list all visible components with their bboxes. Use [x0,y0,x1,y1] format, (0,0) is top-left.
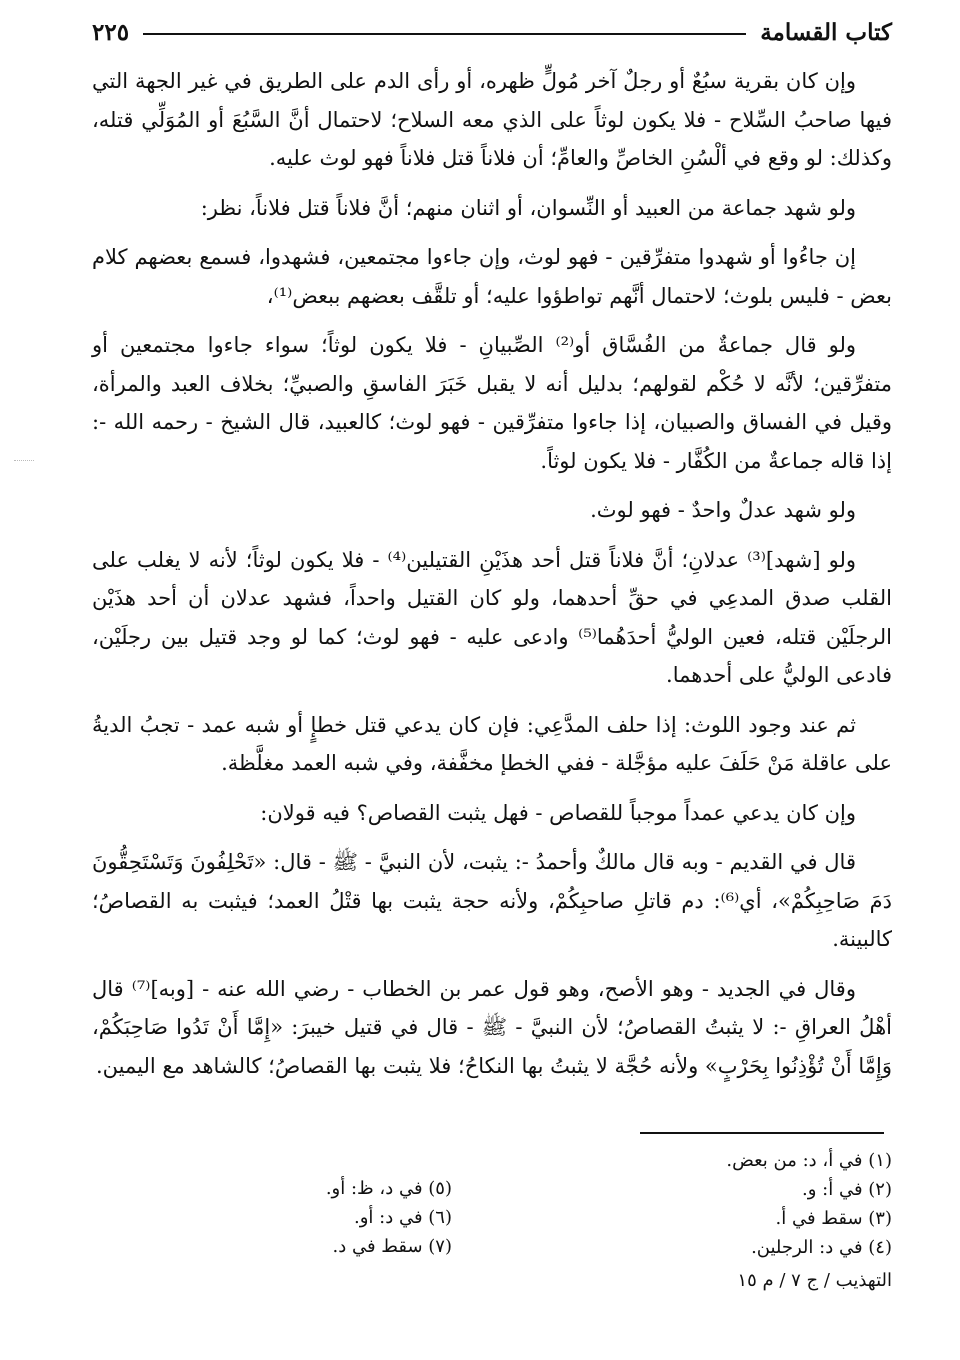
footnotes-right-column [532,1146,892,1262]
running-title: كتاب القسامة [760,18,892,46]
paragraph: ولو قال جماعةٌ من الفُسَّاق أو⁽²⁾ الصِّبيانِ - فلا يكون لوثاً؛ سواء جاءوا مجتمعين أو متفرِّقين؛ لأنَّه لا حُكْم لقولهم؛ بدليل أنه لا يقبل خَبَرَ الفاسقِ والصبيِّ؛ بخلاف العبد والمرأة، وقيل في الفساق والصبيان، إذا جاءوا متفرِّقين - فهو لوث؛ كالعبيد، قال الشيخ - رحمه الله -: إذا قاله جماعةٌ من الكُفَّار - فلا يكون لوثاً. [92,333,892,473]
paragraph: إن جاءُوا أو شهدوا متفرِّقين - فهو لوث، وإن جاءوا مجتمعين، فشهدوا، فسمع بعضهم كلام بعض - فليس بلوث؛ لاحتمال أنَّهم تواطؤوا عليه؛ أو تلقَّف بعضهم ببعض⁽¹⁾، [92,245,892,308]
footnote: (٦) في د: أو. [354,1207,452,1228]
printer-signature: التهذيب / ج ٧ / م ١٥ [737,1270,892,1291]
paragraph: وإن كان يدعي عمداً موجباً للقصاص - فهل يثبت القصاص؟ فيه قولان: [260,800,856,825]
paragraph: وقال في الجديد - وهو الأصح، وهو قول عمر بن الخطاب - رضي الله عنه - [وبه]⁽⁷⁾ قال أهْلُ العراقِ -: لا يثبتُ القصاصُ؛ لأن النبيَّ - ﷺ - قال في قتيل خيبرَ: «إِمَّا أَنْ تَدُوا صَاحِبَكُمْ، وَإِمَّا أَنْ تُؤْذِنُوا بِحَرْبٍ» ولأنه حُجَّة لا يثبتُ بها النكاحُ؛ فلا يثبت بها القصاصُ؛ كالشاهد مع اليمين. [92,976,892,1078]
paragraph: ثم عند وجود اللوث: إذا حلف المدَّعِي: فإن كان يدعي قتل خطإٍ أو شبه عمد - تجبُ الديةُ على عاقلة مَنْ حَلَفَ عليه مؤجَّلة - ففي الخطإ مخفَّفة، وفي شبه العمد مغلَّظة. [92,712,892,775]
paragraph: ولو شهد عدلٌ واحدٌ - فهو لوث. [590,498,856,522]
header-rule [143,33,746,35]
footnote: (٧) سقط في د. [332,1236,452,1257]
main-text [92,62,892,1096]
footnotes-left-column [92,1146,452,1262]
page-header [92,12,892,52]
footnote: (٣) سقط في أ. [775,1208,892,1229]
footnote: (٥) في د، ظ: أو. [325,1178,452,1199]
paragraph: وإن كان بقرية سبُعٌ أو رجلٌ آخر مُولٍّ ظهره، أو رأى الدم على الطريق في غير الجهة التي فيها صاحبُ السِّلاح - فلا يكون لوثاً على الذي معه السلاح؛ لاحتمال أنَّ السَّبُعَ أو المُوَلِّي قتله، وكذلك: لو وقع في ألْسُنِ الخاصِّ والعامِّ؛ أن فلاناً قتل فلاناً فهو لوث عليه. [92,69,892,170]
margin-dots [14,460,34,461]
footnote: (٢) في أ: و. [802,1179,892,1200]
paragraph: ولو [شهد]⁽³⁾ عدلانِ؛ أنَّ فلاناً قتل أحد هذَيْنِ القتيلين⁽⁴⁾ - فلا يكون لوثاً؛ لأنه لا يغلب على القلب صدق المدعِي في حقِّ أحدهما، ولو كان القتيل واحداً، فشهد عدلان أن أحد هذَيْن الرجلَيْن قتله، فعين الوليُّ أحدَهُما⁽⁵⁾ وادعى عليه - فهو لوث؛ كما لو وجد قتيل بين رجلَيْن، فادعى الوليُّ على أحدهما. [92,547,892,687]
paragraph: قال في القديم - وبه قال مالكٌ وأحمدُ -: يثبت، لأن النبيَّ - ﷺ - قال: «تَحْلِفُونَ وَتَسْتَحِقُّونَ دَمَ صَاحِبِكُمْ»، أي⁽⁶⁾: دم قاتلِ صاحبِكُمْ، ولأنه حجة يثبت بها قتْلُ العمد؛ فيثبت به القصاصُ؛ كالبينة. [92,850,892,951]
footnote: (١) في أ، د: من بعض. [726,1150,892,1171]
paragraph: ولو شهد جماعة من العبيد أو النِّسوان، أو اثنان منهم؛ أنَّ فلاناً قتل فلاناً، نظر: [200,195,856,220]
page-number: ٢٢٥ [92,18,130,46]
footnote-separator [640,1132,884,1134]
footnotes [92,1146,892,1262]
footnote: (٤) في د: الرجلين. [751,1237,892,1258]
